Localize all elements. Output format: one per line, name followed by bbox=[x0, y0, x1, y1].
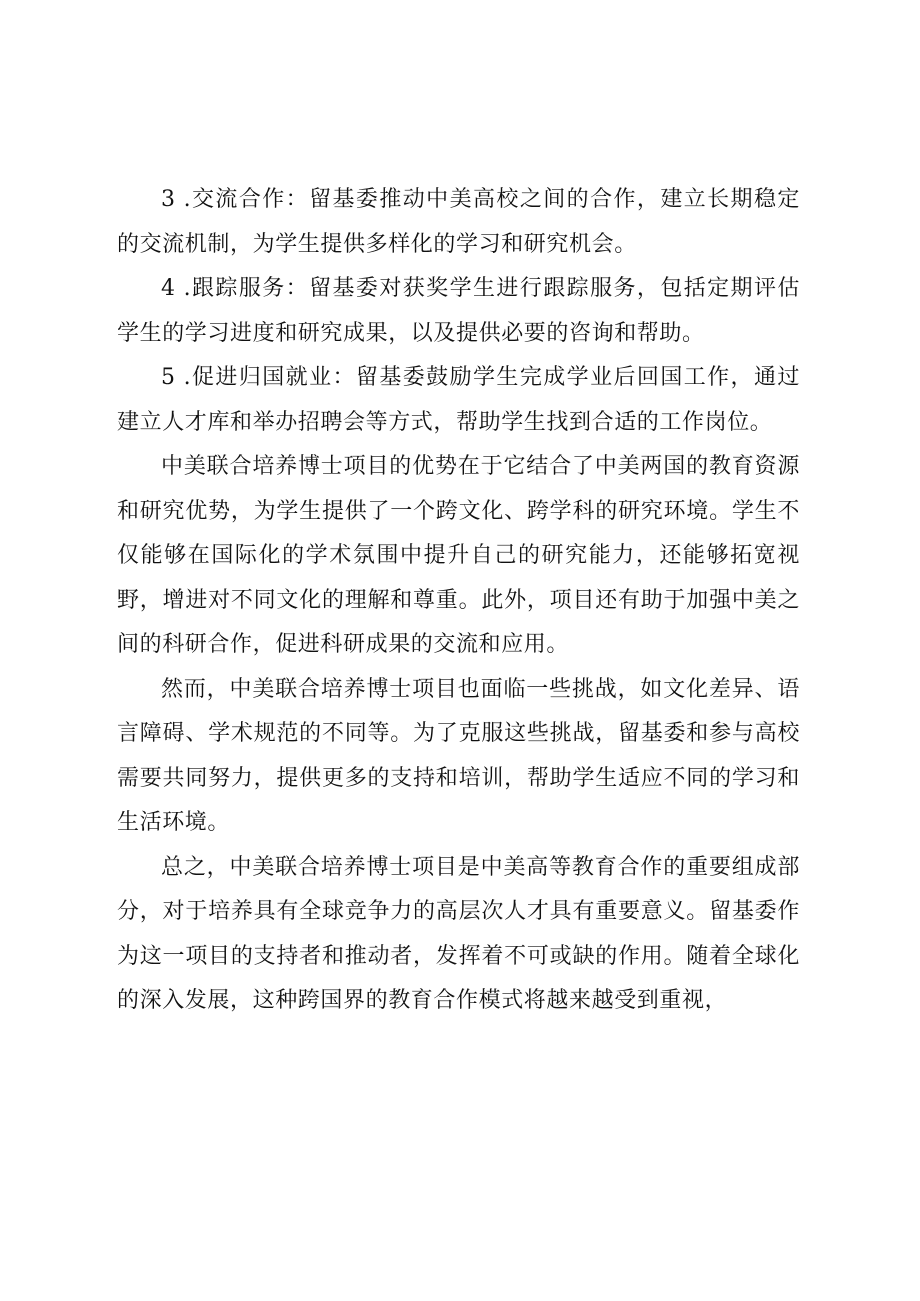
paragraph-advantages: 中美联合培养博士项目的优势在于它结合了中美两国的教育资源和研究优势，为学生提供了一个跨文化、跨学科的研究环境。学生不仅能够在国际化的学术氛围中提升自己的研究能力，还能够拓宽视野，增进对不同文化的理解和尊重。此外，项目还有助于加强中美之间的科研合作，促进科研成果的交流和应用。 bbox=[117, 454, 800, 657]
list-item-return-employment bbox=[117, 356, 800, 445]
paragraph-challenges: 然而，中美联合培养博士项目也面临一些挑战，如文化差异、语言障碍、学术规范的不同等。为了克服这些挑战，留基委和参与高校需要共同努力，提供更多的支持和培训，帮助学生适应不同的学习和生活环境。 bbox=[117, 676, 800, 835]
list-item-number: 3 bbox=[161, 187, 176, 212]
paragraph-conclusion: 总之，中美联合培养博士项目是中美高等教育合作的重要组成部分，对于培养具有全球竞争力的高层次人才具有重要意义。留基委作为这一项目的支持者和推动者，发挥着不可或缺的作用。随着全球化的深入发展，这种跨国界的教育合作模式将越来越受到重视， bbox=[117, 854, 800, 1013]
list-item-number: 4 bbox=[161, 276, 176, 301]
list-item-text: .促进归国就业：留基委鼓励学生完成学业后回国工作，通过建立人才库和举办招聘会等方式，帮助学生找到合适的工作岗位。 bbox=[117, 365, 800, 435]
document-body bbox=[117, 178, 800, 1024]
list-item-text: .跟踪服务：留基委对获奖学生进行跟踪服务，包括定期评估学生的学习进度和研究成果，以及提供必要的咨询和帮助。 bbox=[117, 276, 800, 346]
list-item-number: 5 bbox=[161, 365, 176, 390]
list-item-exchange-cooperation bbox=[117, 178, 800, 267]
list-item-text: .交流合作：留基委推动中美高校之间的合作，建立长期稳定的交流机制，为学生提供多样化的学习和研究机会。 bbox=[117, 187, 800, 257]
list-item-tracking-service bbox=[117, 267, 800, 356]
